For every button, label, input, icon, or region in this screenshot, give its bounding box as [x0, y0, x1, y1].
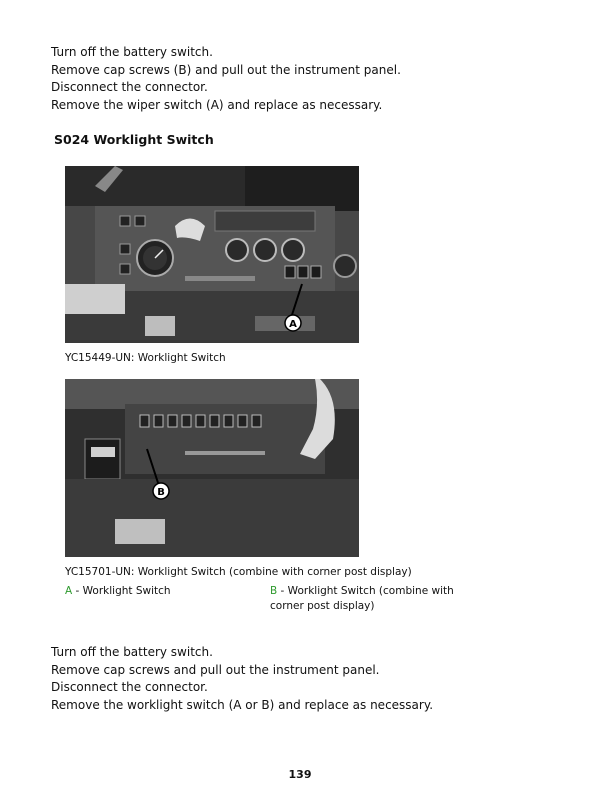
step-line: Remove cap screws and pull out the instrument panel.: [51, 662, 380, 677]
section-title: S024 Worklight Switch: [54, 132, 214, 147]
step-line: Turn off the battery switch.: [51, 645, 213, 659]
figure-2-caption: YC15701-UN: Worklight Switch (combine with corner post display): [65, 566, 412, 578]
legend-item-a: [65, 584, 255, 599]
outro-steps: [51, 644, 433, 714]
legend-key: A: [65, 585, 73, 597]
legend-item-b: [270, 584, 470, 614]
intro-steps: [51, 44, 401, 114]
figure-2-photo: [65, 379, 359, 557]
legend-key: B: [270, 585, 278, 597]
callout-a: A: [289, 319, 297, 330]
legend-text: - Worklight Switch (combine with corner post display): [270, 585, 454, 612]
step-line: Remove cap screws (B) and pull out the instrument panel.: [51, 62, 401, 77]
callout-b: B: [157, 487, 165, 498]
step-line: Disconnect the connector.: [51, 680, 208, 695]
step-line: Disconnect the connector.: [51, 80, 208, 95]
page-number: 139: [288, 768, 312, 781]
figure-1-caption: YC15449-UN: Worklight Switch: [65, 352, 226, 364]
step-line: Remove the wiper switch (A) and replace as necessary.: [51, 97, 383, 112]
figure-1-photo: [65, 166, 359, 343]
legend-text: - Worklight Switch: [72, 585, 171, 597]
step-line: Remove the worklight switch (A or B) and replace as necessary.: [51, 697, 434, 712]
step-line: Turn off the battery switch.: [51, 45, 213, 59]
